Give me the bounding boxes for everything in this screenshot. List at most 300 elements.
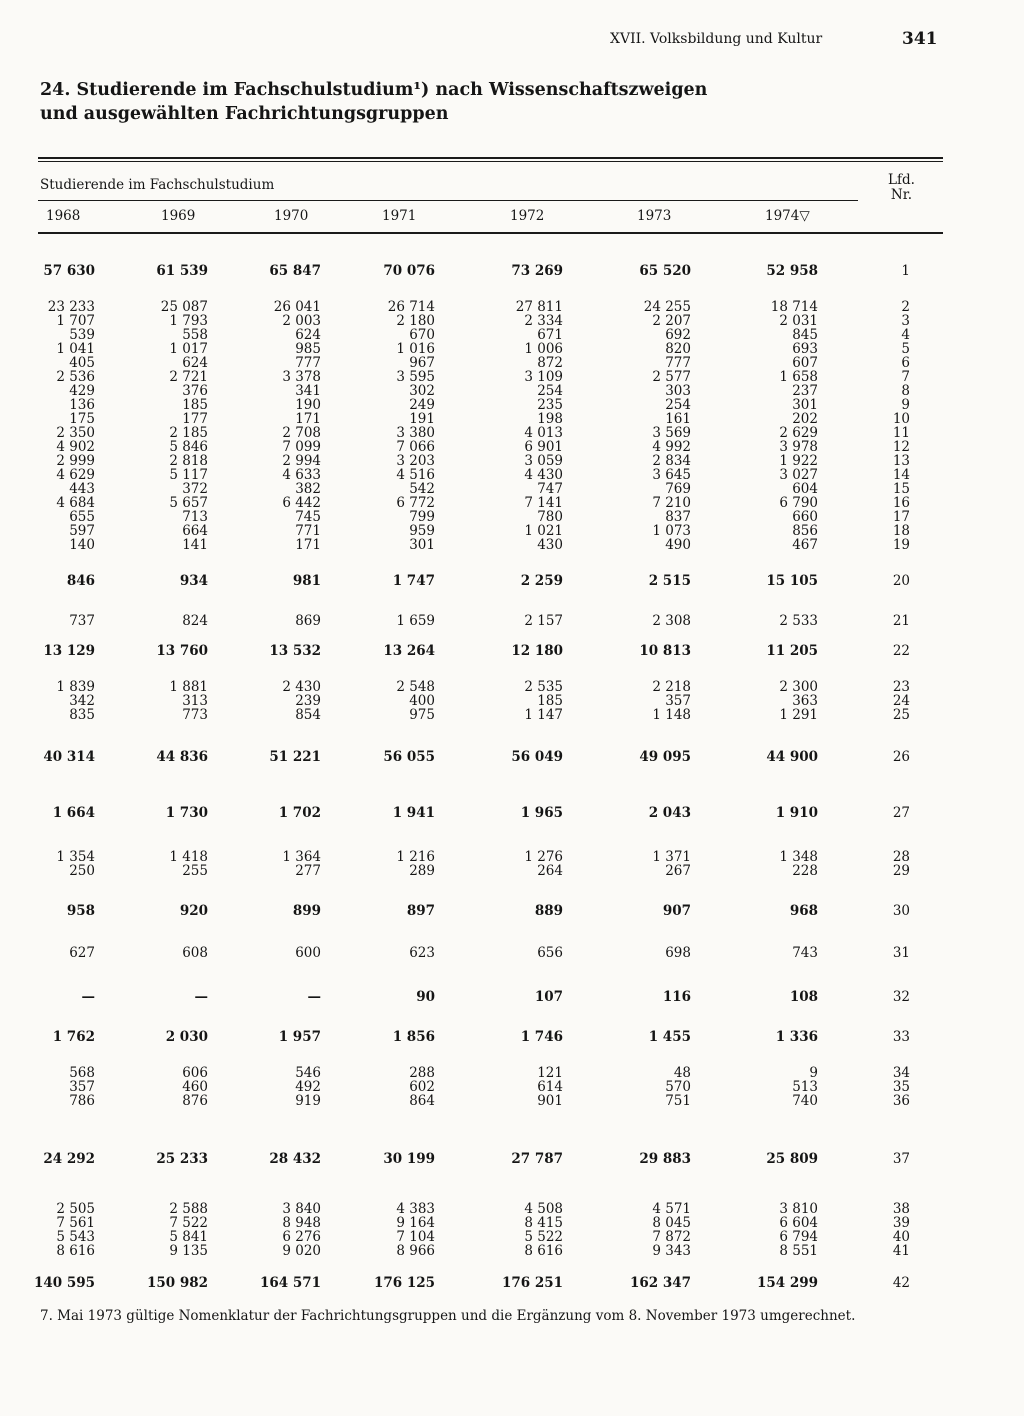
table-cell: 1 348 (779, 849, 818, 865)
row-number: 40 (892, 1229, 910, 1245)
year-header-1973: 1973 (637, 208, 672, 224)
table-cell: 6 790 (779, 495, 818, 511)
table-cell: 302 (409, 383, 435, 399)
table-cell: 171 (295, 411, 321, 427)
table-cell: 780 (537, 509, 563, 525)
table-cell: 24 292 (43, 1151, 95, 1167)
table-cell: 745 (295, 509, 321, 525)
table-cell: 2 334 (524, 313, 563, 329)
table-cell: 6 794 (779, 1229, 818, 1245)
table-cell: 1 016 (396, 341, 435, 357)
table-cell: 1 922 (779, 453, 818, 469)
table-cell: 52 958 (766, 263, 818, 279)
table-cell: 1 006 (524, 341, 563, 357)
row-number: 14 (892, 467, 910, 483)
table-cell: 2 157 (524, 613, 563, 629)
row-number: 33 (892, 1029, 910, 1045)
table-cell: 3 569 (652, 425, 691, 441)
table-cell: 607 (792, 355, 818, 371)
row-number: 10 (892, 411, 910, 427)
table-cell: 1 941 (392, 805, 435, 821)
table-row (0, 574, 1024, 588)
table-row (0, 440, 1024, 454)
table-cell: 740 (792, 1093, 818, 1109)
table-row (0, 454, 1024, 468)
table-cell: 799 (409, 509, 435, 525)
table-cell: 4 633 (282, 467, 321, 483)
year-header-1970: 1970 (274, 208, 309, 224)
table-cell: 249 (409, 397, 435, 413)
table-cell: 2 535 (524, 679, 563, 695)
table-cell: 769 (665, 481, 691, 497)
table-cell: 604 (792, 481, 818, 497)
table-cell: 5 543 (56, 1229, 95, 1245)
table-cell: 44 900 (766, 749, 818, 765)
table-cell: 267 (665, 863, 691, 879)
table-cell: 2 505 (56, 1201, 95, 1217)
table-cell: 8 966 (396, 1243, 435, 1259)
row-number: 17 (892, 509, 910, 525)
row-number: 28 (892, 849, 910, 865)
table-cell: 61 539 (156, 263, 208, 279)
table-cell: 899 (292, 903, 321, 919)
table-row (0, 264, 1024, 278)
table-cell: 864 (409, 1093, 435, 1109)
table-cell: 1 762 (52, 1029, 95, 1045)
row-number: 12 (892, 439, 910, 455)
table-cell: 967 (409, 355, 435, 371)
table-row (0, 990, 1024, 1004)
table-cell: 177 (182, 411, 208, 427)
table-cell: 539 (69, 327, 95, 343)
table-cell: 11 205 (766, 643, 818, 659)
table-cell: 597 (69, 523, 95, 539)
row-number: 20 (892, 573, 910, 589)
table-cell: 747 (537, 481, 563, 497)
table-cell: 1 910 (775, 805, 818, 821)
table-cell: 198 (537, 411, 563, 427)
table-cell: 303 (665, 383, 691, 399)
table-row (0, 750, 1024, 764)
table-cell: 2 430 (282, 679, 321, 695)
table-cell: 856 (792, 523, 818, 539)
table-cell: 1 455 (648, 1029, 691, 1045)
table-cell: 3 203 (396, 453, 435, 469)
table-row (0, 1094, 1024, 1108)
table-cell: 1 371 (652, 849, 691, 865)
table-cell: 624 (295, 327, 321, 343)
table-cell: 2 999 (56, 453, 95, 469)
title-line-2: und ausgewählten Fachrichtungsgruppen (40, 104, 449, 124)
table-cell: 239 (295, 693, 321, 709)
table-cell: 65 847 (269, 263, 321, 279)
row-number: 8 (901, 383, 910, 399)
table-cell: 975 (409, 707, 435, 723)
table-cell: 3 645 (652, 467, 691, 483)
table-cell: 70 076 (383, 263, 435, 279)
table-cell: 2 708 (282, 425, 321, 441)
table-cell: 2 818 (169, 453, 208, 469)
table-cell: 1 839 (56, 679, 95, 695)
table-cell: 228 (792, 863, 818, 879)
table-cell: 7 141 (524, 495, 563, 511)
table-cell: 2 994 (282, 453, 321, 469)
table-row (0, 510, 1024, 524)
row-number: 15 (892, 481, 910, 497)
table-cell: 6 276 (282, 1229, 321, 1245)
table-cell: 656 (537, 945, 563, 961)
table-cell: 40 314 (43, 749, 95, 765)
table-cell: 150 982 (146, 1275, 208, 1291)
row-number: 3 (901, 313, 910, 329)
table-cell: 751 (665, 1093, 691, 1109)
table-cell: 4 013 (524, 425, 563, 441)
table-cell: 854 (295, 707, 321, 723)
table-cell: 1 965 (520, 805, 563, 821)
table-cell: 1 021 (524, 523, 563, 539)
table-row (0, 468, 1024, 482)
table-cell: 13 129 (43, 643, 95, 659)
table-cell: 4 430 (524, 467, 563, 483)
year-header-1972: 1972 (510, 208, 545, 224)
table-cell: 164 571 (259, 1275, 321, 1291)
table-cell: 27 811 (515, 299, 563, 315)
table-cell: 136 (69, 397, 95, 413)
table-cell: 2 834 (652, 453, 691, 469)
table-cell: 15 105 (766, 573, 818, 589)
table-cell: 4 902 (56, 439, 95, 455)
table-cell: 8 415 (524, 1215, 563, 1231)
table-cell: 176 125 (373, 1275, 435, 1291)
table-cell: 5 657 (169, 495, 208, 511)
table-cell: 660 (792, 509, 818, 525)
table-row (0, 524, 1024, 538)
table-row (0, 1244, 1024, 1258)
table-cell: 6 604 (779, 1215, 818, 1231)
table-cell: 277 (295, 863, 321, 879)
table-cell: 1 041 (56, 341, 95, 357)
table-cell: 2 721 (169, 369, 208, 385)
table-row (0, 1066, 1024, 1080)
row-number: 19 (892, 537, 910, 553)
table-cell: 18 714 (770, 299, 818, 315)
row-number: 11 (892, 425, 910, 441)
table-cell: 3 027 (779, 467, 818, 483)
table-cell: 1 659 (396, 613, 435, 629)
table-cell: 623 (409, 945, 435, 961)
table-cell: 108 (789, 989, 818, 1005)
table-cell: 1 364 (282, 849, 321, 865)
table-cell: 920 (179, 903, 208, 919)
table-cell: 7 066 (396, 439, 435, 455)
table-cell: 56 055 (383, 749, 435, 765)
table-cell: 624 (182, 355, 208, 371)
year-header-1969: 1969 (161, 208, 196, 224)
table-cell: 8 948 (282, 1215, 321, 1231)
table-cell: 693 (792, 341, 818, 357)
table-cell: 191 (409, 411, 435, 427)
table-cell: — (194, 989, 208, 1005)
table-cell: 357 (665, 693, 691, 709)
table-cell: 27 787 (511, 1151, 563, 1167)
table-row (0, 864, 1024, 878)
table-cell: 162 347 (629, 1275, 691, 1291)
table-cell: 2 548 (396, 679, 435, 695)
table-cell: 429 (69, 383, 95, 399)
table-cell: 237 (792, 383, 818, 399)
table-cell: 141 (182, 537, 208, 553)
table-cell: 5 841 (169, 1229, 208, 1245)
table-cell: 2 218 (652, 679, 691, 695)
table-cell: 1 148 (652, 707, 691, 723)
row-number: 24 (892, 693, 910, 709)
table-cell: 845 (792, 327, 818, 343)
table-cell: 8 045 (652, 1215, 691, 1231)
table-row (0, 1202, 1024, 1216)
table-row (0, 946, 1024, 960)
table-cell: 835 (69, 707, 95, 723)
table-row (0, 644, 1024, 658)
table-cell: 570 (665, 1079, 691, 1095)
table-cell: 600 (295, 945, 321, 961)
table-cell: 4 684 (56, 495, 95, 511)
table-cell: 2 308 (652, 613, 691, 629)
table-cell: 655 (69, 509, 95, 525)
table-row (0, 482, 1024, 496)
table-cell: 907 (662, 903, 691, 919)
table-cell: 2 536 (56, 369, 95, 385)
footnote: 7. Mai 1973 gültige Nomenklatur der Fachrichtungsgruppen und die Ergänzung vom 8. November 1973 umgerechnet. (40, 1308, 856, 1324)
table-cell: 24 255 (643, 299, 691, 315)
table-cell: 606 (182, 1065, 208, 1081)
table-row (0, 1216, 1024, 1230)
table-row (0, 356, 1024, 370)
table-cell: 771 (295, 523, 321, 539)
lfd-label-line-2: Nr. (890, 187, 912, 203)
table-cell: 6 901 (524, 439, 563, 455)
table-cell: 341 (295, 383, 321, 399)
table-cell: 405 (69, 355, 95, 371)
table-cell: 7 210 (652, 495, 691, 511)
table-cell: 12 180 (511, 643, 563, 659)
table-cell: 357 (69, 1079, 95, 1095)
table-cell: 49 095 (639, 749, 691, 765)
table-cell: 869 (295, 613, 321, 629)
table-row (0, 1230, 1024, 1244)
table-cell: 2 577 (652, 369, 691, 385)
table-cell: 4 516 (396, 467, 435, 483)
table-cell: 28 432 (269, 1151, 321, 1167)
table-cell: 1 291 (779, 707, 818, 723)
row-number: 1 (901, 263, 910, 279)
table-cell: 185 (537, 693, 563, 709)
table-cell: 3 378 (282, 369, 321, 385)
table-cell: 820 (665, 341, 691, 357)
table-cell: 2 185 (169, 425, 208, 441)
table-cell: 743 (792, 945, 818, 961)
table-cell: 9 343 (652, 1243, 691, 1259)
table-cell: 3 109 (524, 369, 563, 385)
row-number: 29 (892, 863, 910, 879)
table-cell: 5 846 (169, 439, 208, 455)
table-cell: 692 (665, 327, 691, 343)
table-cell: 1 216 (396, 849, 435, 865)
table-cell: 9 020 (282, 1243, 321, 1259)
table-cell: 713 (182, 509, 208, 525)
table-cell: 2 180 (396, 313, 435, 329)
row-number: 27 (892, 805, 910, 821)
year-header-1974: 1974▽ (765, 208, 810, 224)
page-number: 341 (902, 29, 938, 49)
table-cell: 513 (792, 1079, 818, 1095)
table-cell: 777 (665, 355, 691, 371)
row-number: 21 (892, 613, 910, 629)
table-cell: 9 (809, 1065, 818, 1081)
table-cell: 185 (182, 397, 208, 413)
table-cell: 176 251 (501, 1275, 563, 1291)
table-row (0, 384, 1024, 398)
table-cell: 614 (537, 1079, 563, 1095)
table-cell: 1 418 (169, 849, 208, 865)
table-cell: 934 (179, 573, 208, 589)
table-cell: 51 221 (269, 749, 321, 765)
row-number: 39 (892, 1215, 910, 1231)
table-cell: 2 515 (648, 573, 691, 589)
table-cell: 4 571 (652, 1201, 691, 1217)
table-cell: 876 (182, 1093, 208, 1109)
table-cell: 7 872 (652, 1229, 691, 1245)
row-number: 25 (892, 707, 910, 723)
table-cell: 382 (295, 481, 321, 497)
table-cell: 671 (537, 327, 563, 343)
table-cell: 2 300 (779, 679, 818, 695)
row-number: 35 (892, 1079, 910, 1095)
table-cell: 400 (409, 693, 435, 709)
table-cell: 872 (537, 355, 563, 371)
table-row (0, 370, 1024, 384)
table-cell: 26 041 (273, 299, 321, 315)
table-cell: 48 (673, 1065, 691, 1081)
table-cell: 2 588 (169, 1201, 208, 1217)
table-cell: 255 (182, 863, 208, 879)
table-cell: 4 629 (56, 467, 95, 483)
row-number: 13 (892, 453, 910, 469)
table-cell: 25 087 (160, 299, 208, 315)
table-cell: 161 (665, 411, 691, 427)
table-row (0, 426, 1024, 440)
table-cell: 57 630 (43, 263, 95, 279)
table-cell: 140 595 (33, 1275, 95, 1291)
table-cell: 1 793 (169, 313, 208, 329)
table-cell: 30 199 (383, 1151, 435, 1167)
table-cell: 2 533 (779, 613, 818, 629)
table-cell: 313 (182, 693, 208, 709)
running-head: XVII. Volksbildung und Kultur (610, 31, 823, 47)
table-cell: 175 (69, 411, 95, 427)
table-cell: 171 (295, 537, 321, 553)
table-cell: 29 883 (639, 1151, 691, 1167)
table-cell: 1 276 (524, 849, 563, 865)
row-number: 31 (892, 945, 910, 961)
table-cell: — (81, 989, 95, 1005)
table-cell: 13 264 (383, 643, 435, 659)
table-cell: 254 (537, 383, 563, 399)
table-cell: 5 522 (524, 1229, 563, 1245)
table-row (0, 342, 1024, 356)
table-cell: 4 992 (652, 439, 691, 455)
table-cell: 3 840 (282, 1201, 321, 1217)
table-cell: 627 (69, 945, 95, 961)
table-cell: 846 (66, 573, 95, 589)
table-cell: 901 (537, 1093, 563, 1109)
table-cell: 250 (69, 863, 95, 879)
table-cell: 2 207 (652, 313, 691, 329)
table-cell: 467 (792, 537, 818, 553)
table-cell: 773 (182, 707, 208, 723)
table-row (0, 614, 1024, 628)
table-cell: 342 (69, 693, 95, 709)
table-cell: 1 664 (52, 805, 95, 821)
table-cell: 190 (295, 397, 321, 413)
table-cell: 897 (406, 903, 435, 919)
table-cell: 2 031 (779, 313, 818, 329)
table-cell: 460 (182, 1079, 208, 1095)
table-cell: 154 299 (756, 1275, 818, 1291)
table-row (0, 1080, 1024, 1094)
table-row (0, 328, 1024, 342)
table-cell: 44 836 (156, 749, 208, 765)
table-cell: 490 (665, 537, 691, 553)
table-cell: 958 (66, 903, 95, 919)
table-cell: 289 (409, 863, 435, 879)
table-cell: 3 059 (524, 453, 563, 469)
row-number: 2 (901, 299, 910, 315)
table-cell: 777 (295, 355, 321, 371)
table-cell: 25 233 (156, 1151, 208, 1167)
table-cell: 56 049 (511, 749, 563, 765)
table-cell: 2 003 (282, 313, 321, 329)
table-cell: 23 233 (47, 299, 95, 315)
table-cell: 889 (534, 903, 563, 919)
table-cell: 73 269 (511, 263, 563, 279)
table-cell: 301 (792, 397, 818, 413)
table-cell: 6 442 (282, 495, 321, 511)
table-cell: 1 073 (652, 523, 691, 539)
table-cell: 1 147 (524, 707, 563, 723)
table-cell: 25 809 (766, 1151, 818, 1167)
table-cell: 7 561 (56, 1215, 95, 1231)
table-cell: 65 520 (639, 263, 691, 279)
row-number: 23 (892, 679, 910, 695)
table-cell: 985 (295, 341, 321, 357)
row-number: 22 (892, 643, 910, 659)
row-number: 9 (901, 397, 910, 413)
table-cell: 1 017 (169, 341, 208, 357)
table-cell: 1 747 (392, 573, 435, 589)
table-cell: 363 (792, 693, 818, 709)
table-row (0, 904, 1024, 918)
table-cell: 1 702 (278, 805, 321, 821)
table-cell: 1 730 (165, 805, 208, 821)
table-cell: 737 (69, 613, 95, 629)
table-cell: 698 (665, 945, 691, 961)
table-cell: 492 (295, 1079, 321, 1095)
table-row (0, 708, 1024, 722)
row-number: 4 (901, 327, 910, 343)
table-cell: 786 (69, 1093, 95, 1109)
table-cell: 546 (295, 1065, 321, 1081)
table-cell: 1 856 (392, 1029, 435, 1045)
